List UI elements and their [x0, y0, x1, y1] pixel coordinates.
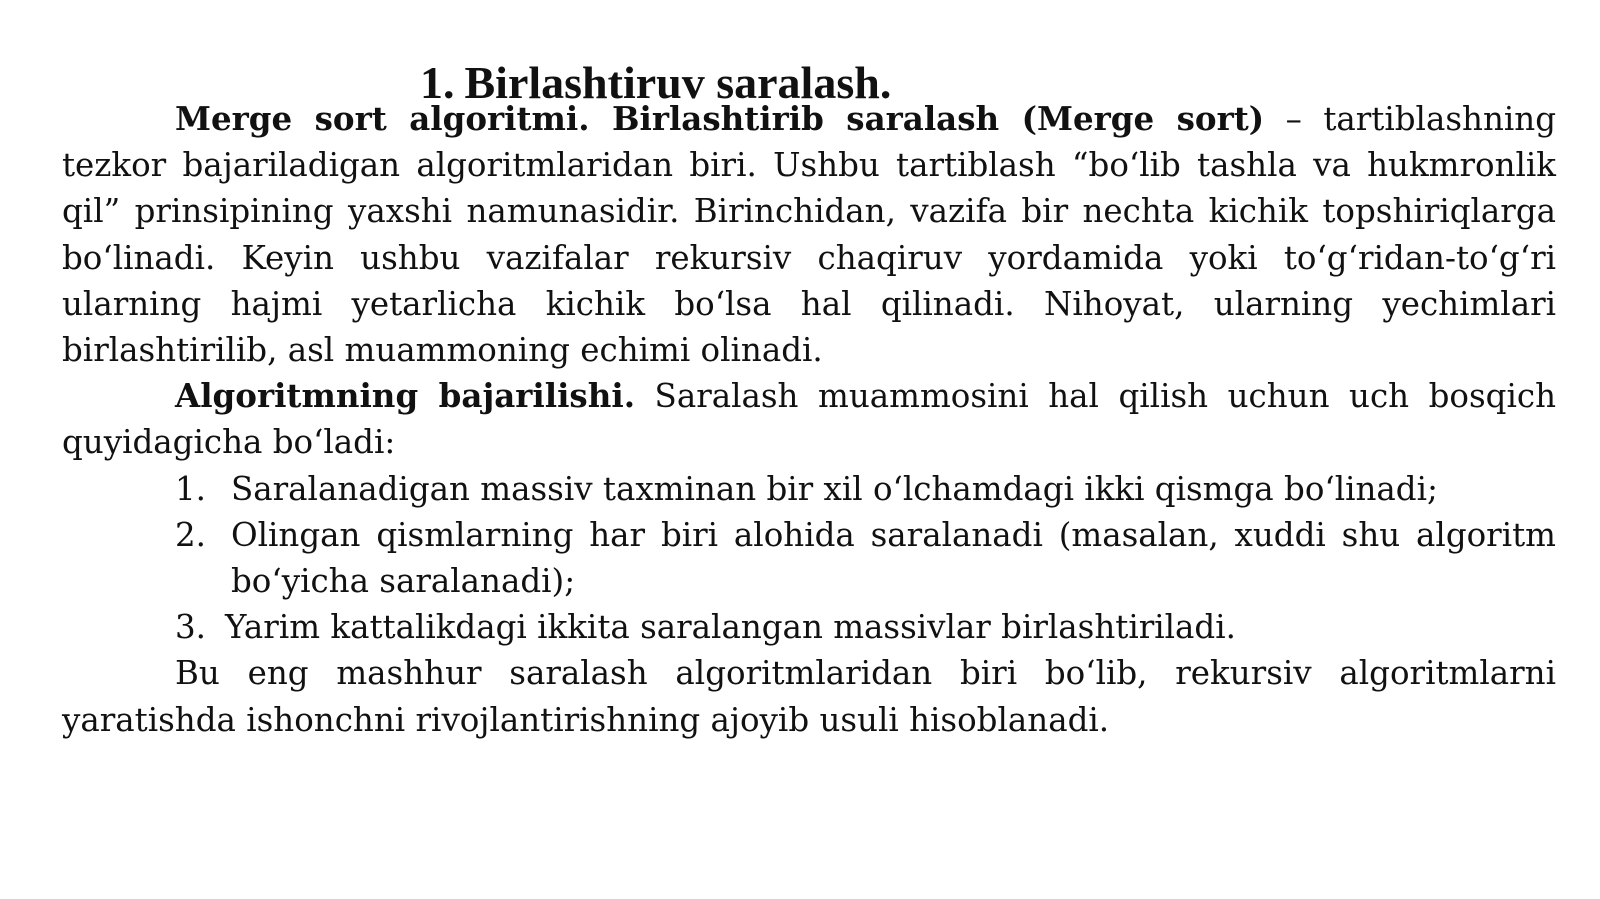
title-text: Birlashtiruv saralash. [464, 56, 892, 108]
merge-sort-description: – tartiblashning tezkor bajariladigan algoritmlaridan biri. Ushbu tartiblash “bo‘lib tashla va hukmronlik qil” prinsipining yaxshi namunasidir. Birinchidan, vazifa bir nechta kichik topshiriqlarga bo‘linadi. Keyin ushbu vazifalar rekursiv chaqiruv yordamida yoki to‘g‘ridan-to‘g‘ri ularning hajmi yetarlicha kichik bo‘lsa hal qilinadi. Nihoyat, ularning yechimlari birlashtirilib, asl muammoning echimi olinadi. [62, 100, 1556, 370]
step-item-2 [62, 512, 1556, 604]
step-text: Olingan qismlarning har biri alohida saralanadi (masalan, xuddi shu algoritm bo‘yicha saralanadi); [231, 515, 1556, 601]
step-number: 2. [175, 515, 207, 554]
step-number: 1. [175, 469, 207, 508]
algorithm-execution-heading: Algoritmning bajarilishi. [175, 376, 636, 416]
step-item-3 [62, 604, 1556, 650]
merge-sort-heading: Merge sort algoritmi. Birlashtirib saralash (Merge sort) [175, 99, 1265, 138]
slide-body [62, 96, 1556, 743]
conclusion-text: Bu eng mashhur saralash algoritmlaridan biri bo‘lib, rekursiv algoritmlarni yaratishda ishonchni rivojlantirishning ajoyib usuli hisoblanadi. [62, 654, 1556, 739]
steps-list [62, 466, 1556, 651]
step-text: Saralanadigan massiv taxminan bir xil o‘lchamdagi ikki qismga bo‘linadi; [231, 469, 1438, 508]
step-number: 3. [175, 608, 207, 647]
algorithm-execution-text: Saralash muammosini hal qilish uchun uch bosqich quyidagicha bo‘ladi: [62, 377, 1557, 462]
paragraph-conclusion [62, 650, 1556, 742]
step-text: Yarim kattalikdagi ikkita saralangan massivlar birlashtiriladi. [225, 608, 1236, 647]
paragraph-algorithm-steps-intro [62, 373, 1556, 465]
paragraph-merge-sort-intro [62, 96, 1556, 373]
title-number: 1. [420, 56, 455, 108]
step-item-1 [62, 466, 1556, 512]
